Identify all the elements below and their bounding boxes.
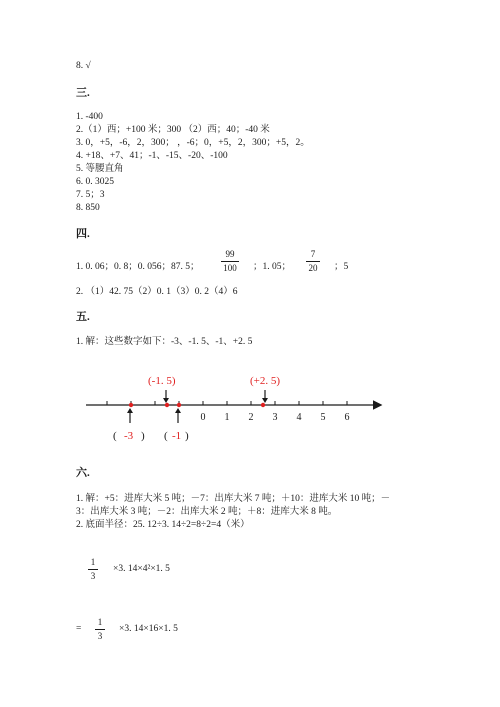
label-minus-3: -3 [124,430,134,442]
tick-label: 6 [344,412,350,423]
label-minus-1: -1 [172,430,182,442]
label-minus-1-open-paren: ( [164,430,168,442]
label-plus-2-5: (+2. 5) [250,375,281,387]
fraction-7-20 [306,249,320,274]
point-marker [165,403,169,407]
point-marker [129,403,133,407]
label-minus-1-close-paren: ) [185,430,189,442]
section-3-heading: 三. [76,87,90,99]
sec5-line-1: 1. 解：这些数字如下：-3、-1. 5、-1、+2. 5 [76,337,253,347]
eq2-fraction: 1 3 [95,617,105,642]
tick-label: 3 [272,412,278,423]
sec3-line-2: 2.（1）西；+100 米；300 （2）西；40；-40 米 [76,125,270,135]
sec4-line1-a: 1. 0. 06；0. 8；0. 056；87. 5； [76,262,200,272]
section-5-heading: 五. [76,311,90,323]
fraction-numerator: 99 [225,249,235,259]
eq1-fraction: 1 3 [88,557,98,582]
section-6-heading: 六. [76,467,90,479]
label-minus-3-open-paren: ( [113,430,117,442]
label-minus-3-close-paren: ) [141,430,145,442]
tick-label: 5 [320,412,326,423]
eq2-expression: ×3. 14×16×1. 5 [119,624,178,634]
tick-label: 4 [296,412,302,423]
number-line-tick-labels [201,412,350,423]
sec3-line-7: 7. 5；3 [76,190,105,200]
sec3-line-5: 5. 等腰直角 [76,164,124,174]
point-marker [177,403,181,407]
fraction-numerator: 7 [310,249,316,259]
eq1-expression: ×3. 14×4²×1. 5 [113,564,170,574]
tick-label: 0 [200,412,206,423]
fraction-denominator: 20 [308,263,318,273]
sec3-line-8: 8. 850 [76,203,100,213]
tick-label: 2 [248,412,254,423]
sec3-line-1: 1. -400 [76,112,103,122]
sec6-line-1: 1. 解：+5：进库大米 5 吨；－7：出库大米 7 吨；＋10：进库大米 10 吨；－ [76,494,391,504]
sec4-line-2: 2. （1）42. 75（2）0. 1（3）0. 2（4）6 [76,287,238,297]
tick-label: 1 [224,412,230,423]
point-marker [261,403,265,407]
sec3-line-4: 4. +18、+7、41；-1、-15、-20、-100 [76,151,228,161]
sec3-line-3: 3. 0，+5，-6，2，300； ，-6；0，+5，2，300；+5，2。 [76,138,310,148]
label-minus-1-5: (-1. 5) [148,375,176,387]
fraction-99-100 [221,249,239,274]
number-line [0,365,500,465]
sec4-line1-c: ；5 [334,262,349,272]
sec6-line-3: 2. 底面半径：25. 12÷3. 14÷2=8÷2=4（米） [76,520,250,530]
number-line-ticks [107,401,347,405]
eq2-equals: = [76,624,82,634]
sec3-line-6: 6. 0. 3025 [76,177,114,187]
section-4-heading: 四. [76,228,90,240]
item8-check: 8. √ [76,61,91,71]
sec4-line1-b: ；1. 05； [253,262,292,272]
sec6-line-2: 3：出库大米 3 吨；－2：出库大米 2 吨；＋8：进库大米 8 吨。 [76,507,338,517]
fraction-denominator: 100 [223,263,237,273]
